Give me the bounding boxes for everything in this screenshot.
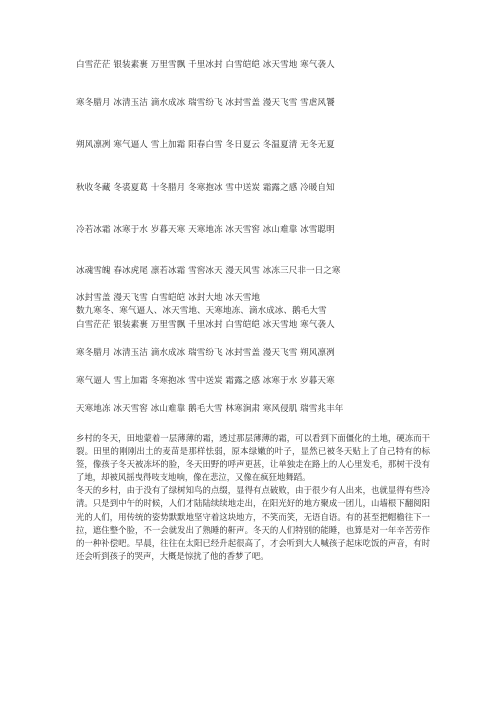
idiom-line: 冷若冰霜 冰寒于水 岁暮天寒 天寒地冻 冰天雪窖 冰山难靠 冰雪聪明 [76, 225, 335, 235]
essay-paragraph: 乡村的冬天，田地蒙着一层薄薄的霜，透过那层薄薄的霜，可以看到下面僵化的土地，硬冻而干裂。田里的刚刚出土的麦苗是那样怯弱，原本绿嫩的叶子，显然已被冬天贴上了自己特有的标签，像孩子冬天被冻坏的脸，冬天田野的呼声更甚，让单独走在路上的人心里发毛，那树干没有了地，却被风摇曳得吱支地响，像在悲泣，又像在疯狂地舞蹈。 [76, 433, 430, 483]
idiom-line: 天寒地冻 冰天雪窖 冰山难靠 鹅毛大雪 林寒涧肃 寒风侵肌 瑞雪兆丰年 [76, 404, 344, 414]
idiom-line: 冰魂雪魄 春冰虎尾 凛若冰霜 雪窖冰天 漫天风雪 冰冻三尺非一日之寒 [76, 266, 341, 276]
idiom-line: 白雪茫茫 银装素裹 万里雪飘 千里冰封 白雪皑皑 冰天雪地 寒气袭人 [76, 60, 335, 70]
idiom-line: 白雪茫茫 银装素裹 万里雪飘 千里冰封 白雪皑皑 冰天雪地 寒气袭人 [76, 320, 335, 330]
idiom-line: 冰封雪盖 漫天飞雪 白雪皑皑 冰封大地 冰天雪地 [76, 293, 261, 303]
idiom-line: 朔风凛冽 寒气逼人 雪上加霜 阳春白雪 冬日夏云 冬温夏清 无冬无夏 [76, 140, 335, 150]
idiom-line: 寒气逼人 雪上加霜 冬寒抱冰 雪中送炭 霜露之感 冰寒于水 岁暮天寒 [76, 376, 335, 386]
essay-paragraph: 冬天的乡村，由于没有了绿树知鸟的点缀，显得有点破败，由于很少有人出来，也就显得有些冷清。只是到中午的时候，人们才陆陆续续地走出，在阳光好的地方聚成一团儿，山墙根下翻阅阳光的人们，用传统的姿势默默地坚守着这块地方，不笑而笑，无语自语。有的甚至把帽檐往下一拉，遮住整个脸，不一会就发出了熟睡的鼾声。冬天的人们特别的能睡，也算是对一年辛苦劳作的一种补偿吧。早晨，往往在太阳已经升起很高了，才会听到大人喊孩子起床吃饭的声音，有时还会听到孩子的哭声，大概是惊扰了他的香梦了吧。 [76, 485, 430, 561]
idiom-line: 寒冬腊月 冰清玉洁 滴水成冰 瑞雪纷飞 冰封雪盖 漫天飞雪 朔风凛冽 [76, 348, 335, 358]
idiom-line: 数九寒冬、寒气逼人、冰天雪地、天寒地冻、滴水成冰、鹅毛大雪 [76, 306, 327, 316]
idiom-line: 寒冬腊月 冰清玉洁 滴水成冰 瑞雪纷飞 冰封雪盖 漫天飞雪 雪虐风饕 [76, 98, 335, 108]
idiom-line: 秋收冬藏 冬裘夏葛 十冬腊月 冬寒抱冰 雪中送炭 霜露之感 冷暖自知 [76, 183, 335, 193]
essay-text [76, 432, 430, 563]
